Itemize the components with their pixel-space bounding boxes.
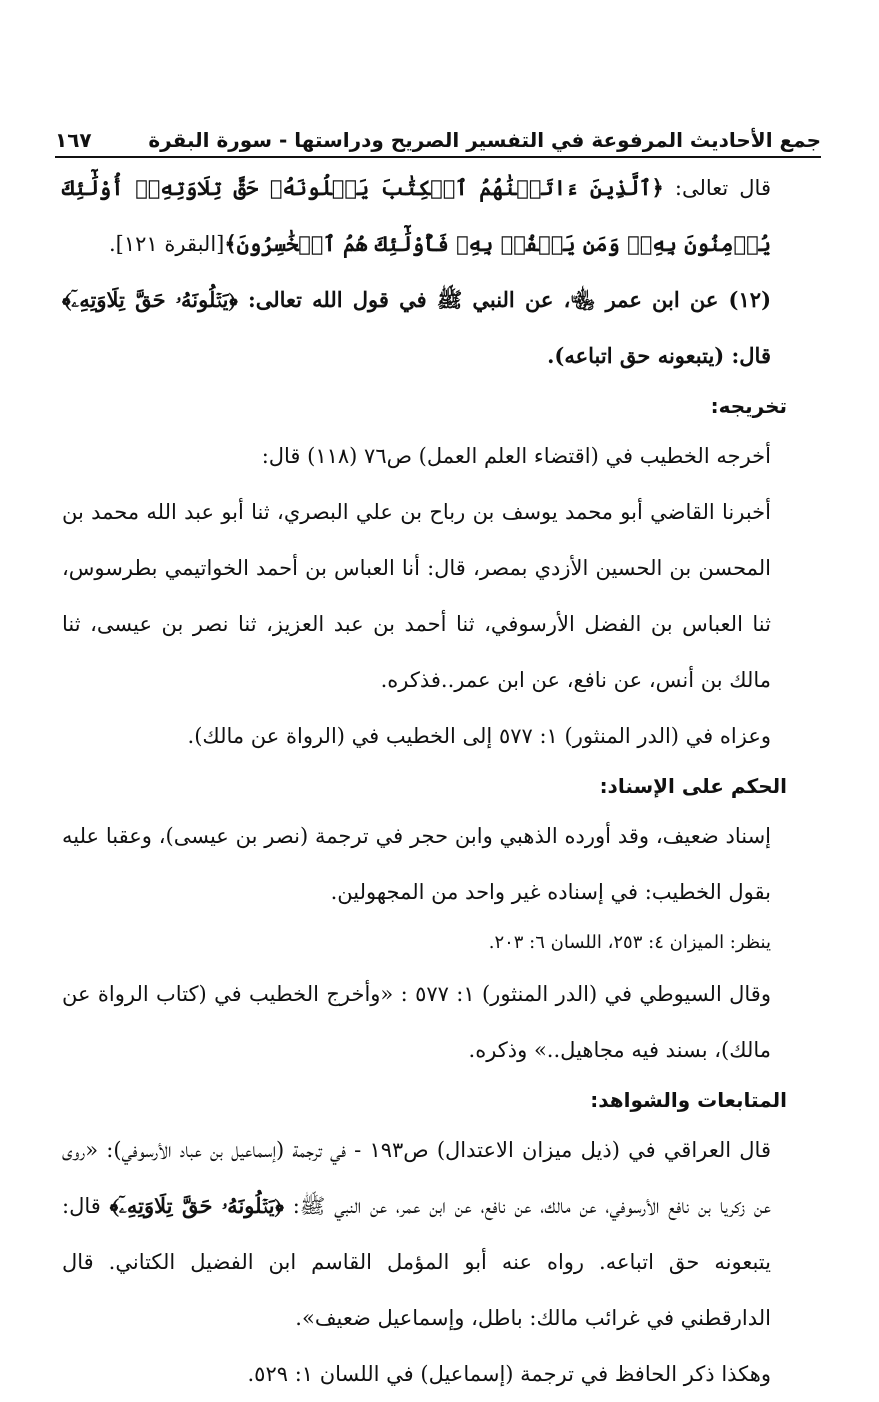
iraqi-text-cont: قال: يتبعونه حق اتباعه. رواه عنه أبو المؤمل القاسم ابن الفضيل الكتاني. قال الدارقطني في غرائب مالك: باطل، وإسماعيل ضعيف». (62, 1194, 771, 1330)
hadith-text: قال: (يتبعونه حق اتباعه). (547, 343, 771, 368)
quran-verse-quote: ﴿يَتۡلُونَهُۥ حَقَّ تِلَاوَتِهِۦٓ﴾ (62, 287, 238, 312)
closing-paragraph: وهكذا ذكر الحافظ في ترجمة (إسماعيل) في اللسان ١: ٥٢٩. (247, 1362, 771, 1386)
page-header (55, 118, 821, 158)
page-number: ١٦٧ (55, 128, 92, 152)
reference-note: ينظر: الميزان ٤: ٢٥٣، اللسان ٦: ٢٠٣. (488, 932, 771, 953)
hadith-paragraph (62, 272, 809, 384)
page-body (62, 160, 809, 1402)
running-title: جمع الأحاديث المرفوعة في التفسير الصريح ودراستها - سورة البقرة (148, 128, 821, 152)
quran-verse: ﴿ٱلَّذِينَ ءَاتَيۡنَٰهُمُ ٱلۡكِتَٰبَ يَتۡلُونَهُۥ حَقَّ تِلَاوَتِهِۦٓ أُوْلَٰٓئِكَ يُؤۡمِنُونَ بِهِۦۗ وَمَن يَكۡفُرۡ بِهِۦ فَأُوْلَٰٓئِكَ هُمُ ٱلۡخَٰسِرُونَ﴾ (62, 175, 771, 256)
iraqi-paragraph (62, 1122, 809, 1346)
iraqi-text: قال العراقي في (ذيل ميزان الاعتدال) ص١٩٣ - في ترجمة (إسماعيل بن عباد الأرسوفي): «روى عن زكريا بن نافع الأرسوفي، عن مالك، عن نافع، عن ابن عمر، عن النبي ﷺ: (62, 1138, 771, 1218)
verse-reference: [البقرة ١٢١]. (108, 232, 225, 256)
section-heading-mutabaat: المتابعات والشواهد: (590, 1088, 787, 1112)
section-heading-hukm: الحكم على الإسناد: (599, 774, 787, 798)
ruling-paragraph: إسناد ضعيف، وقد أورده الذهبي وابن حجر في ترجمة (نصر بن عيسى)، وعقبا عليه بقول الخطيب: في إسناده غير واحد من المجهولين. (62, 824, 771, 904)
quran-verse-quote-2: ﴿يَتۡلُونَهُۥ حَقَّ تِلَاوَتِهِۦٓ﴾ (109, 1193, 284, 1218)
verse-intro: قال تعالى: (663, 176, 771, 200)
hadith-intro: (١٢) عن ابن عمر ﵄، عن النبي ﷺ في قول الله تعالى: (237, 287, 771, 312)
verse-paragraph (62, 160, 809, 272)
takhrij-paragraph: أخرجه الخطيب في (اقتضاء العلم العمل) ص٧٦ (١١٨) قال: (261, 444, 771, 468)
suyuti-paragraph: وقال السيوطي في (الدر المنثور) ١: ٥٧٧ : «وأخرج الخطيب في (كتاب الرواة عن مالك)، بسند فيه مجاهيل..» وذكره. (62, 982, 771, 1062)
isnad-paragraph: أخبرنا القاضي أبو محمد يوسف بن رباح بن علي البصري، ثنا أبو عبد الله محمد بن المحسن بن الحسين الأزدي بمصر، قال: أنا العباس بن أحمد الخواتيمي بطرسوس، ثنا العباس بن الفضل الأرسوفي، ثنا أحمد بن عبد العزيز، ثنا نصر بن عيسى، ثنا مالك بن أنس، عن نافع، عن ابن عمر..فذكره. (62, 500, 771, 692)
attribution-paragraph: وعزاه في (الدر المنثور) ١: ٥٧٧ إلى الخطيب في (الرواة عن مالك). (187, 724, 771, 748)
section-heading-takhrij: تخريجه: (710, 394, 787, 418)
